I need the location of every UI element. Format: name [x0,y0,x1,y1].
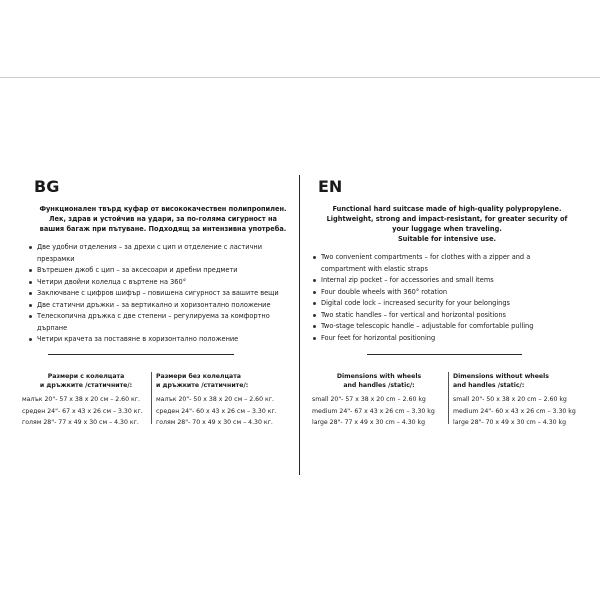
en-with-wheels-heading: Dimensions with wheels and handles /static/: [336,373,422,389]
en-without-wheels-heading: Dimensions without wheels and handles /static/: [453,373,549,389]
en-intro-line: Lightweight, strong and impact-resistant, for greater security of [326,215,568,223]
bg-dimensions-without-wheels [151,372,286,424]
en-intro [312,204,582,244]
bg-column [28,176,298,346]
en-feature-item: Two static handles – for vertical and horizontal positions [312,310,582,322]
bg-language-heading: BG [34,177,60,196]
en-feature-item: Four double wheels with 360° rotation [312,287,582,299]
bullet-icon [313,302,316,305]
bg-with-wheels-rows [22,394,150,429]
size-row: среден 24"- 67 х 43 х 26 см – 3.30 кг. [22,407,143,415]
bullet-icon [29,292,32,295]
size-row: малък 20"- 57 х 38 х 20 см – 2.60 кг. [22,396,140,403]
bg-intro-line: вашия багаж при пътуване. Подходящ за интензивна употреба. [39,225,287,233]
en-section-rule [367,354,522,355]
bg-intro-line: Функционален твърд куфар от висококачествен полипропилен. [39,205,287,213]
bg-feature-item-cont: дърпане [37,323,68,332]
bg-section-rule [48,354,234,355]
top-divider [0,77,600,78]
bg-intro [28,204,298,234]
bullet-icon [313,291,316,294]
bg-intro-line: Лек, здрав и устойчив на удари, за по-голяма сигурност на [49,215,277,223]
bullet-icon [29,304,32,307]
size-row: small 20"- 57 x 38 x 20 cm – 2.60 kg [312,396,426,403]
en-feature-item: Two convenient compartments – for clothes with a zipper and a [312,252,582,264]
en-without-wheels-rows [453,394,587,429]
en-column [312,176,582,344]
en-feature-item: Internal zip pocket – for accessories and small items [312,275,582,287]
bg-with-wheels-heading: Размери с колелцата и дръжките /статичните/: [39,373,133,389]
bullet-icon [29,315,32,318]
bg-dimensions-with-wheels [22,372,150,429]
bg-feature-list [28,242,298,346]
en-intro-line: your luggage when traveling. [392,225,502,233]
en-feature-item: Four feet for horizontal positioning [312,333,582,345]
size-row: small 20"- 50 x 38 x 20 cm – 2.60 kg [453,396,567,403]
size-row: large 28"- 70 x 49 x 30 cm – 4.30 kg [453,419,567,426]
size-row: large 28"- 77 x 49 x 30 cm – 4.30 kg [312,419,426,426]
bullet-icon [313,314,316,317]
bg-feature-item: Вътрешен джоб с цип – за аксесоари и дребни предмети [28,265,298,277]
size-row: малък 20"- 50 х 38 х 20 см – 2.60 кг. [156,396,274,403]
en-intro-line: Suitable for intensive use. [397,235,497,243]
bg-feature-item: Четири крачета за поставяне в хоризонтално положение [28,334,298,346]
en-feature-item-cont: compartment with elastic straps [321,264,428,273]
bullet-icon [313,279,316,282]
size-row: голям 28"- 77 х 49 х 30 см – 4.30 кг. [22,419,139,426]
bullet-icon [29,281,32,284]
en-with-wheels-rows [312,394,446,429]
en-feature-item: Two-stage telescopic handle – adjustable for comfortable pulling [312,321,582,333]
en-language-heading: EN [318,177,343,196]
bullet-icon [313,256,316,259]
size-row: голям 28"- 70 х 49 х 30 см – 4.30 кг. [156,419,273,426]
bg-without-wheels-heading: Размери без колелцата и дръжките /статичните/: [156,373,249,389]
bg-feature-item: Две удобни отделения – за дрехи с цип и отделение с ластични [28,242,298,254]
size-row: medium 24"- 67 x 43 x 26 cm – 3.30 kg [312,407,435,415]
size-row: среден 24"- 60 х 43 х 26 см – 3.30 кг. [156,407,277,415]
en-dimensions-without-wheels [448,372,587,424]
bullet-icon [313,337,316,340]
bg-feature-item: Две статични дръжки – за вертикално и хоризонтално положение [28,300,298,312]
bg-feature-item: Телескопична дръжка с две степени – регулируема за комфортно [28,311,298,323]
en-feature-item: Digital code lock – increased security for your belongings [312,298,582,310]
bg-feature-item: Четири двойни колелца с въртене на 360° [28,277,298,289]
bg-feature-item-cont: презрамки [37,254,75,263]
bg-without-wheels-rows [156,394,286,429]
bullet-icon [29,269,32,272]
en-intro-line: Functional hard suitcase made of high-quality polypropylene. [332,205,562,213]
bullet-icon [29,246,32,249]
size-row: medium 24"- 60 x 43 x 26 cm – 3.30 kg [453,407,576,415]
en-dimensions-with-wheels [312,372,446,429]
bg-feature-item: Заключване с цифров шифър – повишена сигурност за вашите вещи [28,288,298,300]
column-divider [299,175,300,475]
en-feature-list [312,252,582,344]
bullet-icon [313,325,316,328]
bullet-icon [29,338,32,341]
